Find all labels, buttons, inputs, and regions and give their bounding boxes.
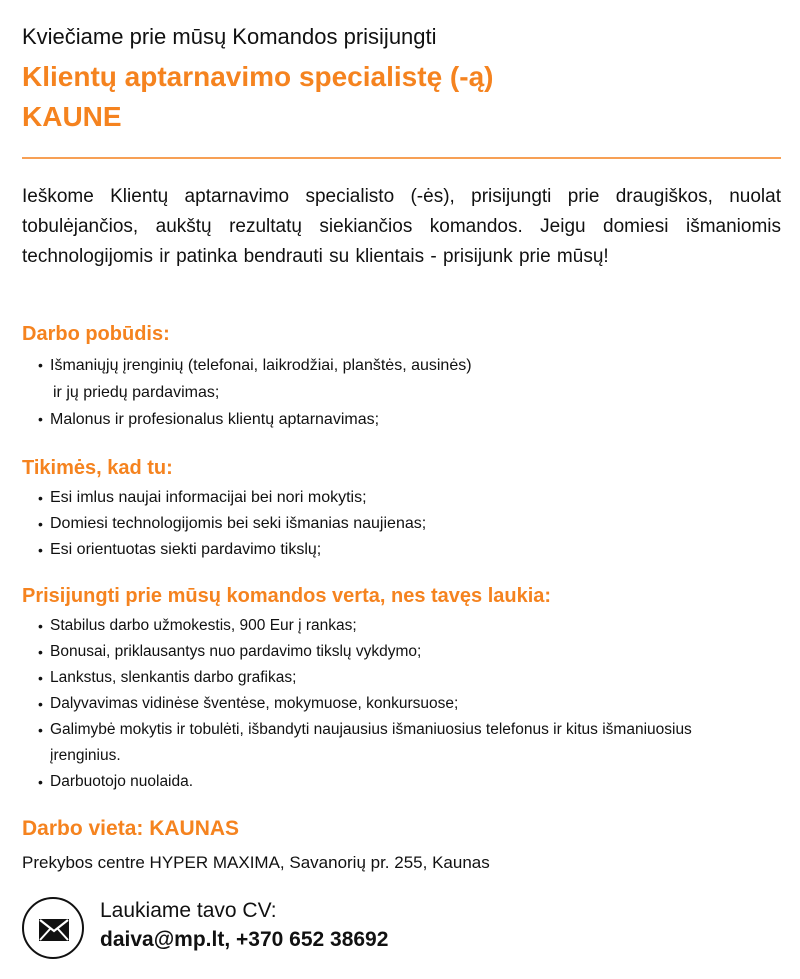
benefits-list [38, 613, 738, 795]
intro-text: Kviečiame prie mūsų Komandos prisijungti [22, 24, 437, 49]
list-item: • Esi orientuotas siekti pardavimo tikslų; [38, 537, 638, 563]
expectations-list [38, 485, 638, 563]
lead-paragraph: Ieškome Klientų aptarnavimo specialisto (-ės), prisijungti prie draugiškos, nuolat tobulėjančios, aukštų rezultatų siekiančios komandos. Jeigu domiesi išmaniomis technologijomis ir patinka bendrauti su klientais - prisijunk prie mūsų! [22, 186, 781, 267]
list-item [38, 406, 638, 433]
job-title: Klientų aptarnavimo specialistę (-ą) [22, 61, 494, 92]
contact-label: Laukiame tavo CV: [100, 899, 277, 922]
section-heading-job-description: Darbo pobūdis: [22, 323, 170, 345]
contact-block [22, 895, 522, 965]
list-item: • Esi imlus naujai informacijai bei nori mokytis; [38, 485, 638, 511]
location-heading: Darbo vieta: KAUNAS [22, 817, 240, 840]
section-heading-benefits: Prisijungti prie mūsų komandos verta, nes tavęs laukia: [22, 585, 552, 607]
envelope-glyph [39, 919, 69, 941]
list-item: • Darbuotojo nuolaida. [38, 769, 738, 795]
job-city: KAUNE [22, 101, 122, 132]
list-item: • Bonusai, priklausantys nuo pardavimo tikslų vykdymo; [38, 639, 738, 665]
list-item: • Domiesi technologijomis bei seki išmanias naujienas; [38, 511, 638, 537]
list-item: • Lankstus, slenkantis darbo grafikas; [38, 665, 738, 691]
list-item: • Stabilus darbo užmokestis, 900 Eur į rankas; [38, 613, 738, 639]
list-item: • Galimybė mokytis ir tobulėti, išbandyti naujausius išmaniuosius telefonus ir kitus išmaniuosius įrenginius. [38, 717, 738, 769]
list-item-text: Išmaniųjų įrenginių (telefonai, laikrodžiai, planštės, ausinės) [50, 357, 472, 374]
list-item: • Dalyvavimas vidinėse šventėse, mokymuose, konkursuose; [38, 691, 738, 717]
list-item-text: Malonus ir profesionalus klientų aptarnavimas; [50, 411, 380, 428]
envelope-icon [22, 897, 84, 959]
list-item [38, 352, 638, 406]
list-item-text-continued: ir jų priedų pardavimas; [53, 384, 220, 401]
job-description-list [38, 352, 638, 433]
location-address: Prekybos centre HYPER MAXIMA, Savanorių pr. 255, Kaunas [22, 853, 490, 872]
divider [22, 157, 781, 159]
section-heading-expectations: Tikimės, kad tu: [22, 457, 173, 479]
contact-email-phone[interactable]: daiva@mp.lt, +370 652 38692 [100, 928, 389, 951]
